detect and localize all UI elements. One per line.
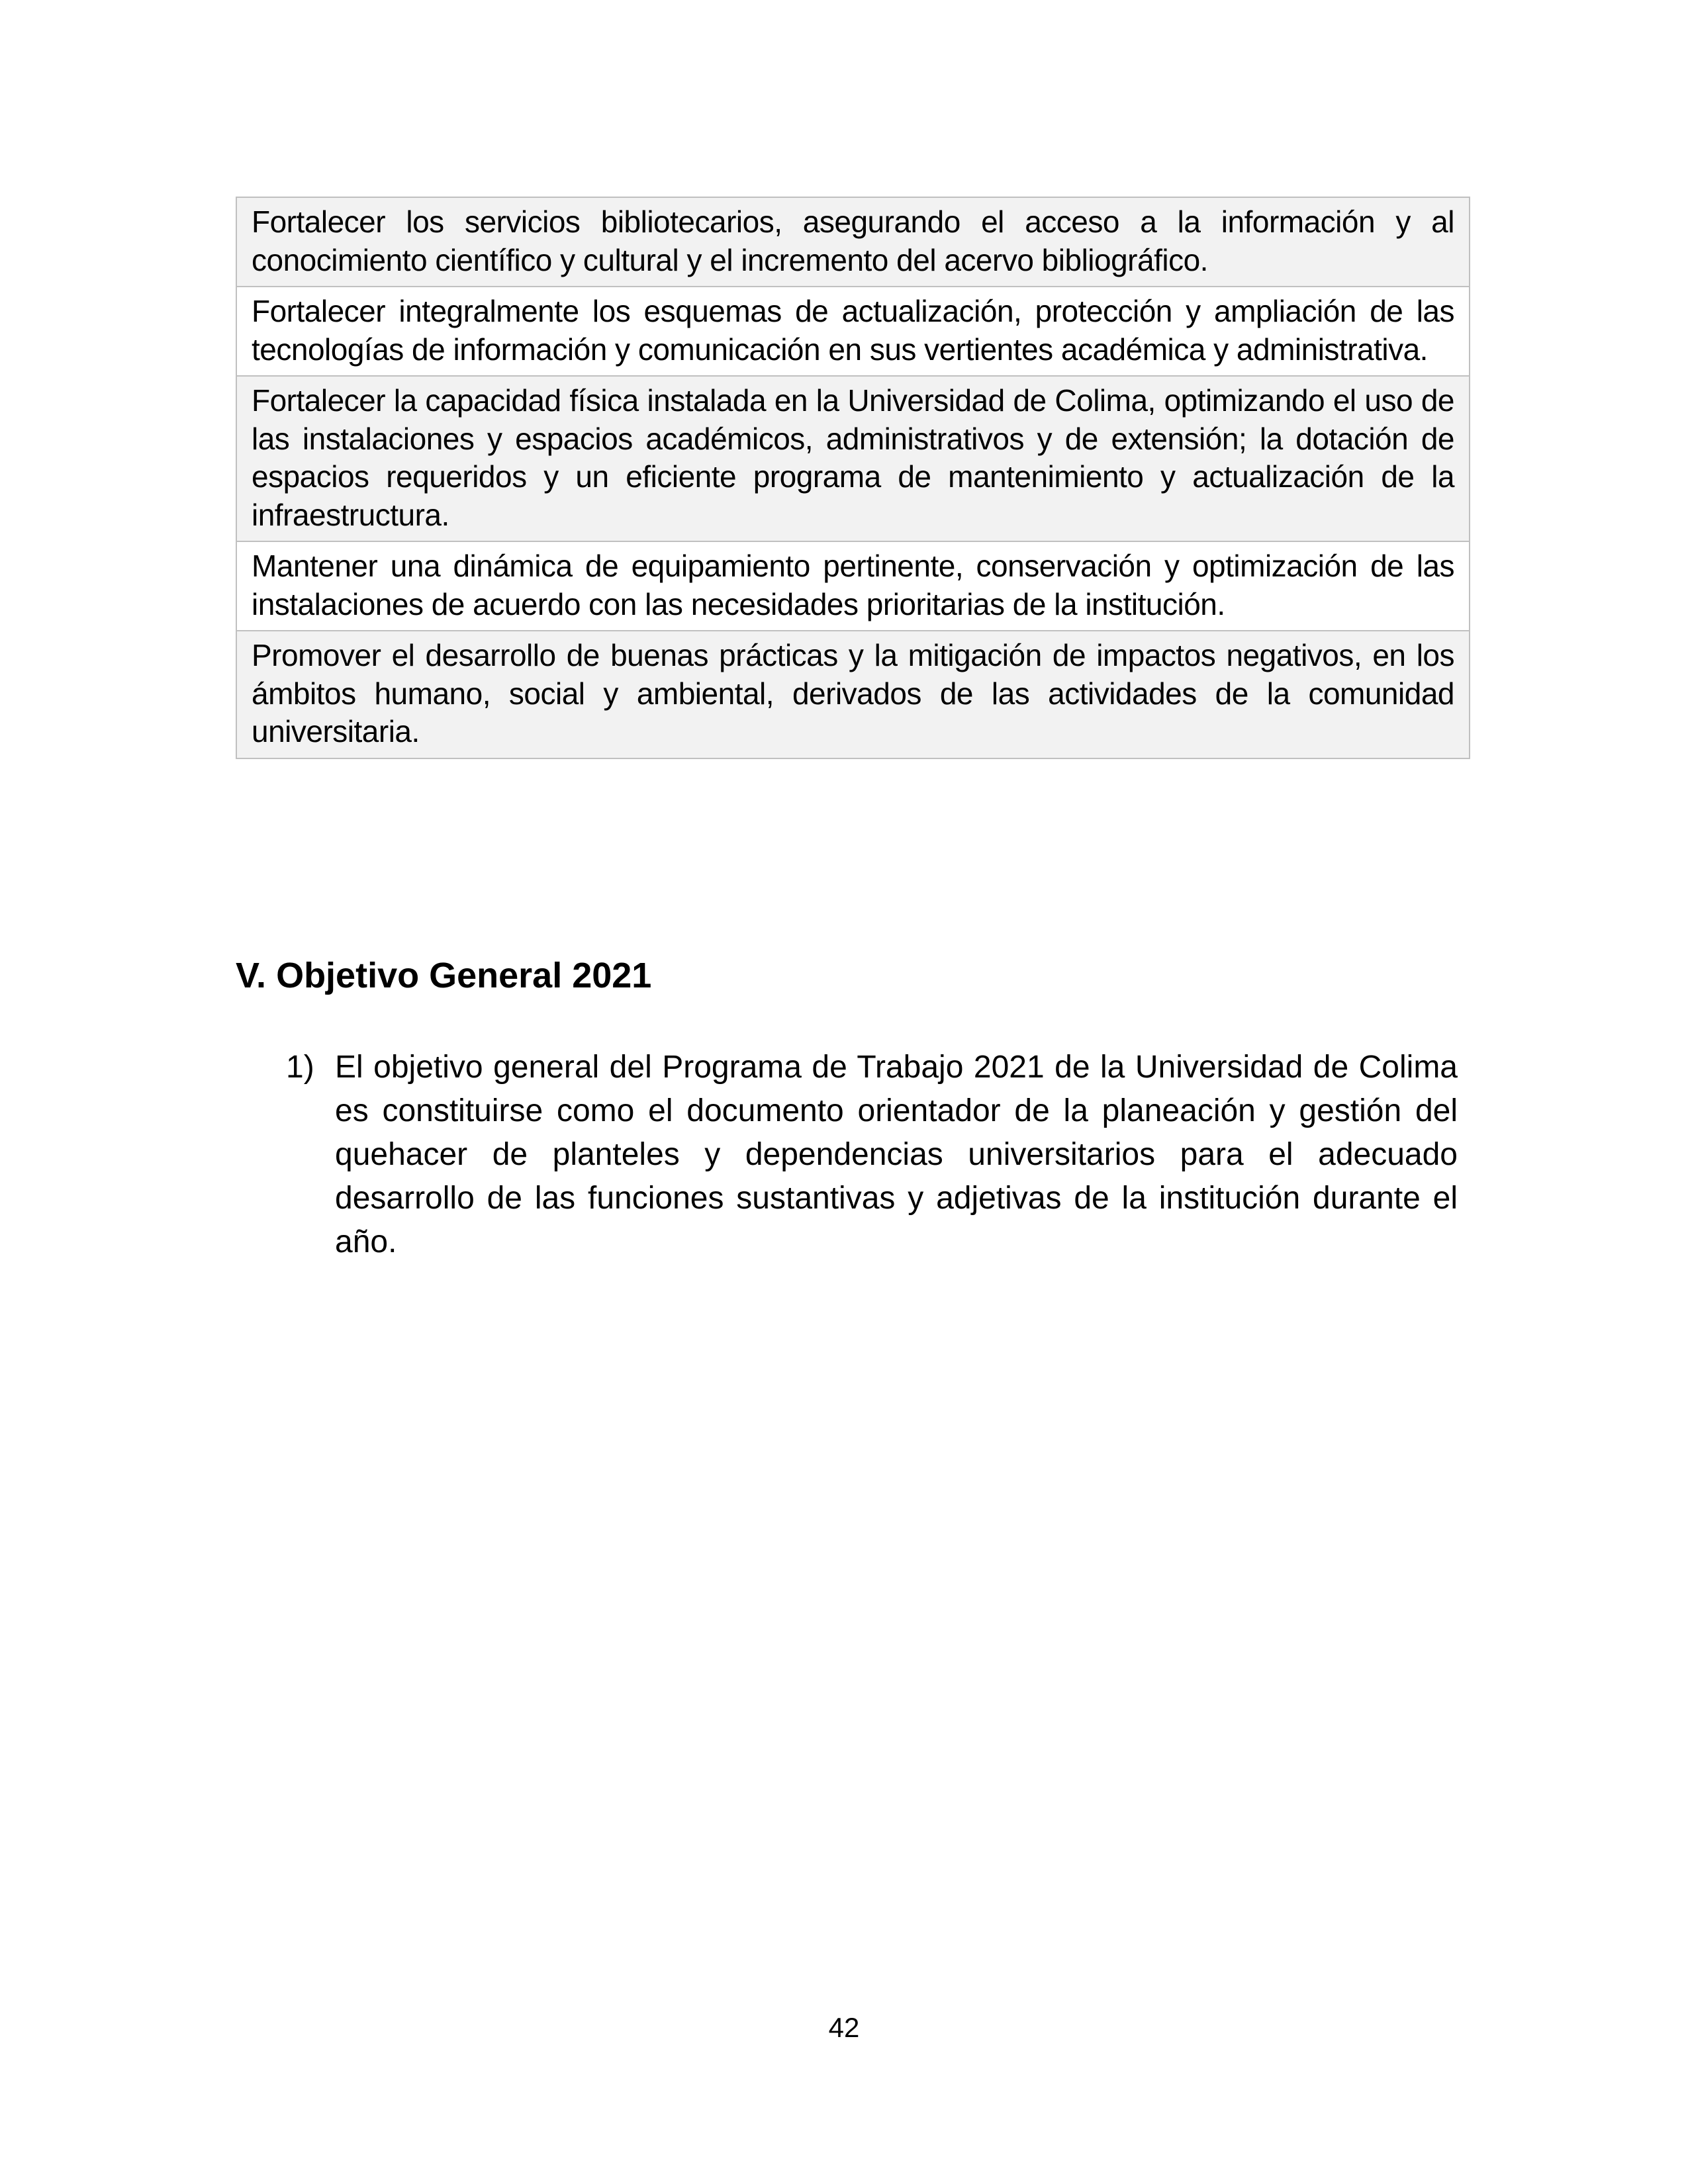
table-row: Fortalecer la capacidad física instalada en la Universidad de Colima, optimizando el uso de las instalaciones y espacios académicos, administrativos y de extensión; la dotación de espacios requeridos y un eficiente programa de mantenimiento y actualización de la infraestructura.	[237, 375, 1469, 541]
table-row: Promover el desarrollo de buenas prácticas y la mitigación de impactos negativos, en los ámbitos humano, social y ambiental, derivados de las actividades de la comunidad universitaria.	[237, 630, 1469, 758]
table-row: Fortalecer los servicios bibliotecarios, asegurando el acceso a la información y al conocimiento científico y cultural y el incremento del acervo bibliográfico.	[237, 198, 1469, 286]
table-row: Fortalecer integralmente los esquemas de actualización, protección y ampliación de las tecnologías de información y comunicación en sus vertientes académica y administrativa.	[237, 286, 1469, 375]
list-text: El objetivo general del Programa de Trabajo 2021 de la Universidad de Colima es constituirse como el documento orientador de la planeación y gestión del quehacer de planteles y dependencias universitarios para el adecuado desarrollo de las funciones sustantivas y adjetivas de la institución durante el año.	[335, 1050, 1458, 1259]
objective-list	[286, 1046, 1458, 1264]
objectives-table	[236, 197, 1470, 759]
list-number: 1)	[286, 1050, 314, 1085]
table-row: Mantener una dinámica de equipamiento pertinente, conservación y optimización de las instalaciones de acuerdo con las necesidades prioritarias de la institución.	[237, 541, 1469, 630]
section-heading: V. Objetivo General 2021	[236, 956, 652, 995]
list-item	[286, 1046, 1458, 1264]
page-number: 42	[828, 2012, 860, 2043]
